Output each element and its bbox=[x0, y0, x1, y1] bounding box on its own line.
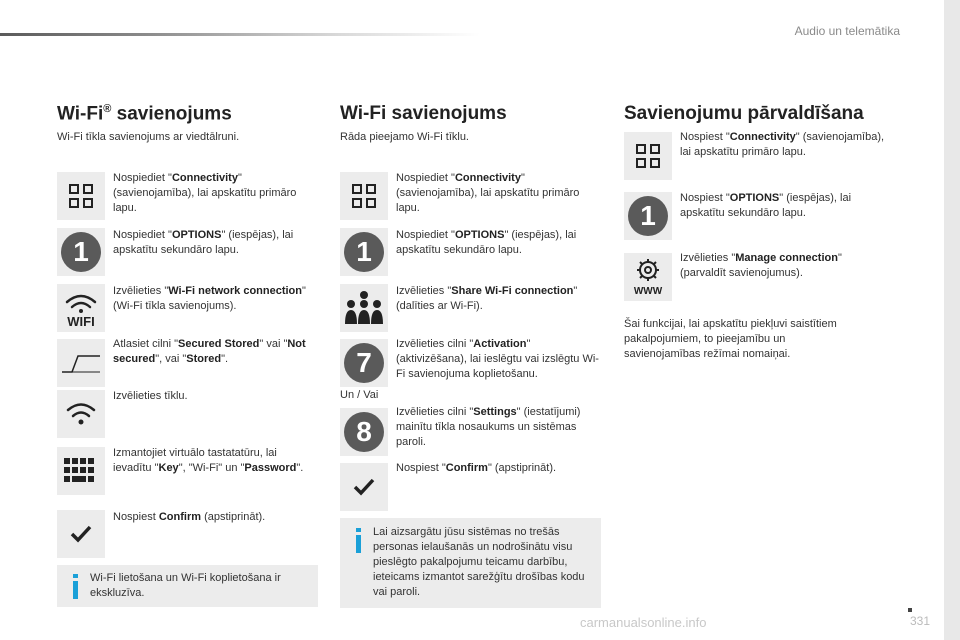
info-icon-dot bbox=[73, 574, 78, 578]
keyboard-icon bbox=[57, 447, 105, 495]
col1-step-5: Izvēlieties tīklu. bbox=[113, 390, 188, 402]
manage-connection-icon bbox=[624, 253, 672, 301]
watermark: carmanualsonline.info bbox=[580, 615, 707, 630]
col2-intro: Rāda pieejamo Wi-Fi tīklu. bbox=[340, 131, 469, 143]
col2-title: Wi-Fi savienojums bbox=[340, 103, 507, 124]
col1-intro: Wi-Fi tīkla savienojums ar viedtālruni. bbox=[57, 131, 240, 143]
info-icon-dot bbox=[356, 528, 361, 532]
step-number-1: 1 bbox=[340, 228, 388, 276]
col1-step-4: Atlasiet cilni "Secured Stored" vai "Not secured", vai "Stored". bbox=[113, 338, 306, 365]
col2-step-5: Izvēlieties cilni "Settings" (iestatījumi) mainītu tīkla nosaukums un sistēmas paroli. bbox=[396, 406, 581, 448]
or-label: Un / Vai bbox=[340, 389, 379, 401]
col1-step-3: Izvēlieties "Wi-Fi network connection" (Wi-Fi tīkla savienojums). bbox=[113, 285, 306, 312]
col3-title: Savienojumu pārvaldīšana bbox=[624, 103, 864, 124]
info-icon bbox=[73, 581, 78, 599]
col3-step-2: Nospiest "OPTIONS" (iespējas), lai apskatītu sekundāro lapu. bbox=[680, 192, 852, 219]
tab-icon bbox=[57, 339, 105, 387]
col1-step-2: Nospiediet "OPTIONS" (iespējas), lai apskatītu sekundāro lapu. bbox=[113, 229, 294, 256]
confirm-check-icon bbox=[57, 510, 105, 558]
wifi-signal-icon bbox=[57, 390, 105, 438]
col2-step-3: Izvēlieties "Share Wi-Fi connection" (dalīties ar Wi-Fi). bbox=[396, 285, 578, 312]
col1-note-text: Wi-Fi lietošana un Wi-Fi koplietošana ir ekskluzīva. bbox=[90, 572, 281, 599]
col2-step-2: Nospiediet "OPTIONS" (iespējas), lai apskatītu sekundāro lapu. bbox=[396, 229, 577, 256]
connectivity-icon bbox=[340, 172, 388, 220]
step-number-1: 1 bbox=[57, 228, 105, 276]
col2-step-1: Nospiediet "Connectivity" (savienojamība), lai apskatītu primāro lapu. bbox=[396, 172, 580, 214]
page-number: 331 bbox=[909, 614, 930, 628]
col1-step-7: Nospiest Confirm (apstiprināt). bbox=[113, 511, 266, 523]
page-edge bbox=[944, 0, 960, 640]
share-users-icon bbox=[340, 284, 388, 332]
confirm-check-icon bbox=[340, 463, 388, 511]
col2-note-text: Lai aizsargātu jūsu sistēmas no trešās personas ielaušanās un nodrošinātu visu pieslēgto pakalpojumu teicamu darbību, ieteicams izmantot sarežģītu drošības kodu vai paroli. bbox=[373, 526, 585, 598]
col2-info-note bbox=[340, 518, 601, 608]
col3-step-3: Izvēlieties "Manage connection" (parvaldīt savienojumus). bbox=[680, 252, 842, 279]
svg-text:WWW: WWW bbox=[633, 286, 663, 297]
col1-step-1: Nospiediet "Connectivity" (savienojamība), lai apskatītu primāro lapu. bbox=[113, 172, 297, 214]
info-icon bbox=[356, 535, 361, 553]
col2-step-6: Nospiest "Confirm" (apstiprināt). bbox=[396, 462, 557, 474]
col1-info-note bbox=[57, 565, 318, 607]
wifi-icon bbox=[57, 284, 105, 332]
section-title: Audio un telemātika bbox=[794, 24, 900, 38]
connectivity-icon bbox=[57, 172, 105, 220]
step-number-7: 7 bbox=[340, 339, 388, 387]
page-dot bbox=[908, 608, 912, 612]
connectivity-icon bbox=[624, 132, 672, 180]
col2-step-4: Izvēlieties cilni "Activation" (aktivizēšana), lai ieslēgtu vai izslēgtu Wi-Fi savienojuma koplietošanu. bbox=[396, 338, 599, 380]
col3-step-1: Nospiest "Connectivity" (savienojamība), lai apskatītu primāro lapu. bbox=[680, 131, 885, 158]
header-rule bbox=[0, 33, 480, 36]
col3-footer-text: Šai funkcijai, lai apskatītu piekļuvi saistītiem pakalpojumiem, to pieejamību un savienojamības režīmai nomaiņai. bbox=[624, 318, 837, 360]
step-number-8: 8 bbox=[340, 408, 388, 456]
col1-title: Wi-Fi® savienojums bbox=[57, 103, 232, 125]
svg-text:WIFI: WIFI bbox=[67, 314, 95, 328]
step-number-1: 1 bbox=[624, 192, 672, 240]
col1-step-6: Izmantojiet virtuālo tastatatūru, lai ievadītu "Key", "Wi-Fi" un "Password". bbox=[113, 447, 304, 474]
